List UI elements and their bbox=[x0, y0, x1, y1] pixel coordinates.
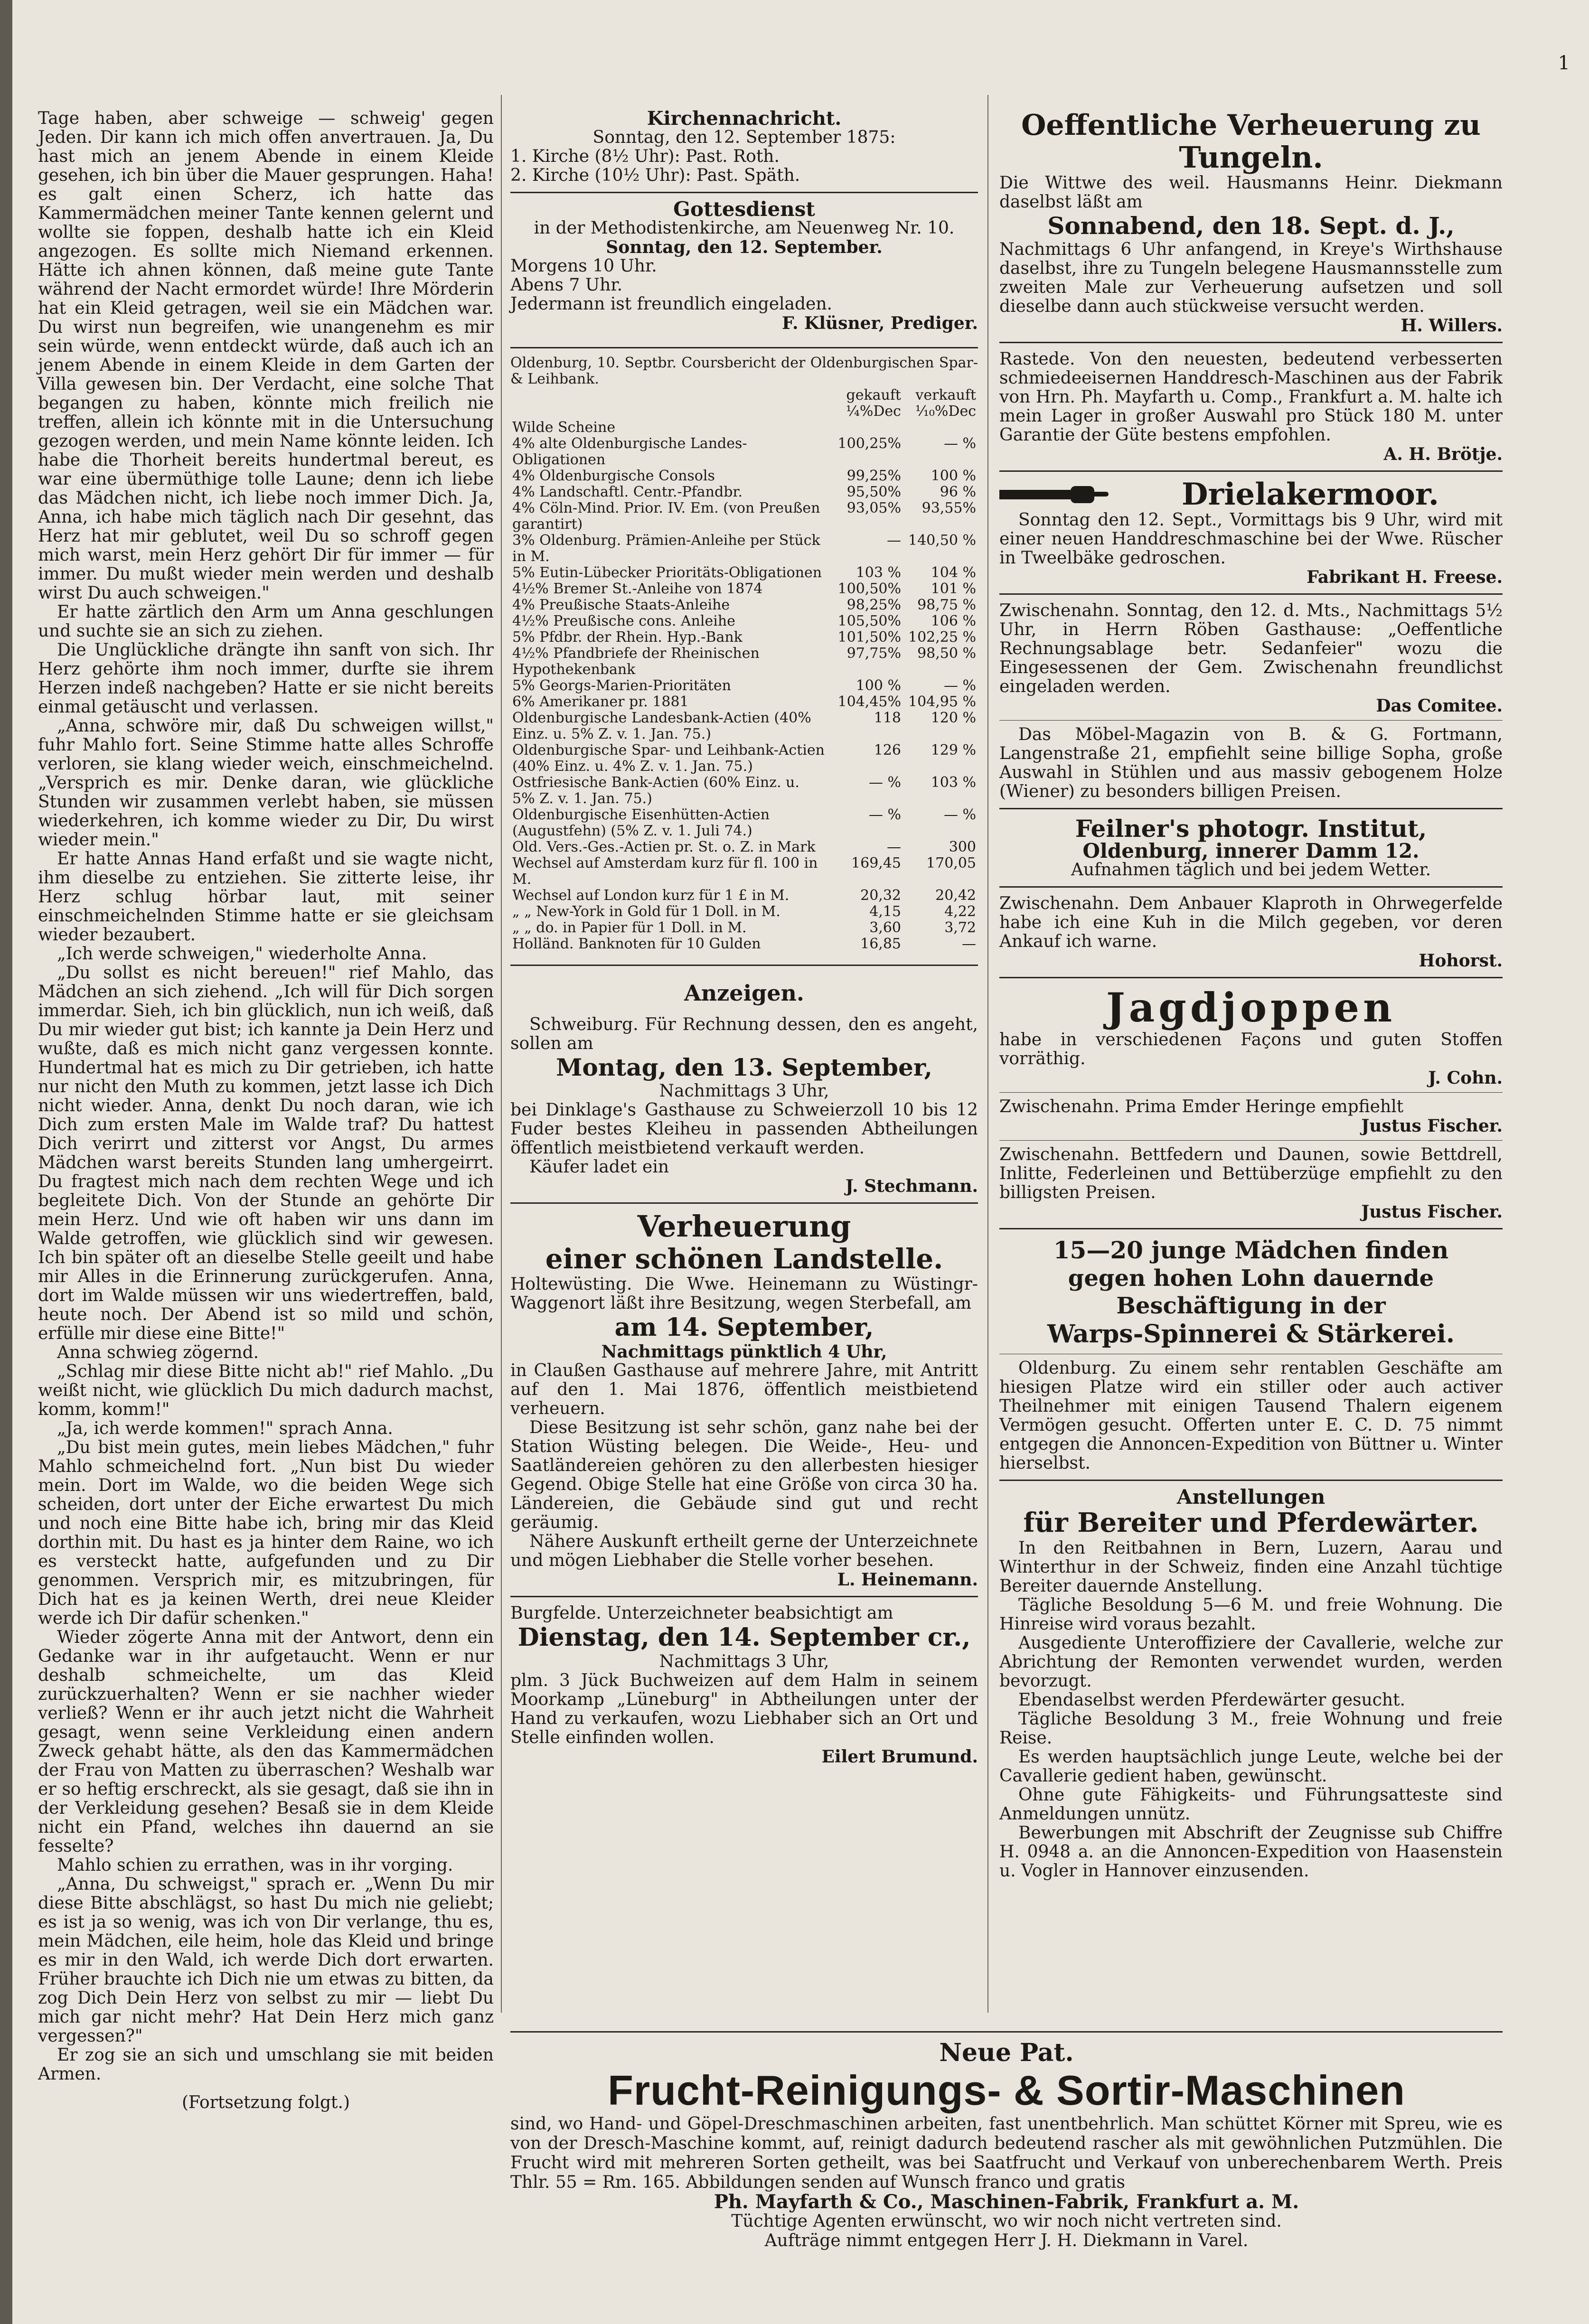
ad-feilner bbox=[999, 816, 1503, 880]
divider bbox=[999, 470, 1503, 472]
ad-time: Nachmittags 3 Uhr, bbox=[659, 1081, 829, 1101]
price-bought: 98,25% bbox=[846, 597, 901, 613]
ad-text: in Claußen Gasthause auf mehrere Jahre, mit Antritt auf den 1. Mai 1876, öffentlich meistbietend verheuern. bbox=[510, 1361, 978, 1418]
right-column bbox=[999, 109, 1503, 1881]
divider bbox=[999, 1140, 1503, 1141]
security-name: 4% Preußische Staats-Anleihe bbox=[512, 597, 730, 613]
ad-kicker: Neue Pat. bbox=[939, 2038, 1074, 2067]
price-bought: 20,32 bbox=[860, 887, 901, 904]
security-name: 5% Georgs-Marien-Prioritäten bbox=[512, 677, 731, 694]
ad-jagdjoppen bbox=[999, 985, 1503, 1087]
price-bought: — bbox=[887, 839, 901, 855]
price-sold: 20,42 bbox=[935, 887, 976, 904]
price-sold: 102,25 % bbox=[908, 629, 976, 646]
service-signature: F. Klüsner, Prediger. bbox=[782, 313, 978, 333]
security-name: Wechsel auf Amsterdam kurz für fl. 100 in M. bbox=[512, 855, 818, 888]
ad-text: Aufnahmen täglich und bei jedem Wetter. bbox=[1071, 860, 1431, 880]
anzeigen-title: Anzeigen. bbox=[684, 980, 804, 1006]
price-sold: 100 % bbox=[931, 468, 976, 484]
story-paragraph: „Ich werde schweigen," wiederholte Anna. bbox=[57, 944, 427, 964]
price-sold: 104,95 % bbox=[908, 693, 976, 710]
price-sold: — % bbox=[943, 677, 976, 694]
ad-text: habe in verschiedenen Façons und guten Stoffen vorräthig. bbox=[999, 1030, 1503, 1068]
ad-text: Sonntag den 12. Sept., Vormittags bis 9 Uhr, wird mit einer neuen Handdreschmaschine bei der Wwe. Rüscher in Tweelbäke gedroschen. bbox=[999, 510, 1503, 568]
price-sold: — % bbox=[943, 806, 976, 823]
exchange-rows bbox=[510, 420, 978, 952]
ad-schweiburg bbox=[510, 1015, 978, 1196]
security-name: 4½% Bremer St.-Anleihe von 1874 bbox=[512, 581, 763, 597]
table-row bbox=[510, 436, 978, 468]
price-bought: 99,25% bbox=[846, 468, 901, 484]
price-sold: 120 % bbox=[931, 710, 976, 726]
security-name: Oldenburgische Eisenhütten-Actien (Augustfehn) (5% Z. v. 1. Juli 74.) bbox=[512, 806, 770, 839]
ad-text: plm. 3 Jück Buchweizen auf dem Halm in seinem Moorkamp „Lüneburg" in Abtheilungen unter der Hand zu verkaufen, wozu Liebhaber sich an Ort und Stelle einfinden wollen. bbox=[510, 1671, 978, 1747]
story-column bbox=[38, 109, 494, 2112]
ad-title: einer schönen Landstelle. bbox=[545, 1243, 943, 1275]
price-bought: 16,85 bbox=[860, 936, 901, 952]
ad-title: Drielakermoor. bbox=[1181, 477, 1439, 512]
table-row bbox=[510, 710, 978, 742]
ad-text: Nachmittags 6 Uhr anfangend, in Kreye's Wirthshause daselbst, ihre zu Tungeln belegene Hausmannsstelle zum zweiten Male zur Verheuerung aufsetzen und soll dieselbe dann auch stückweise versucht werden. bbox=[999, 240, 1503, 316]
table-row bbox=[510, 904, 978, 920]
ad-text: Aufträge nimmt entgegen Herr J. H. Diekmann in Varel. bbox=[764, 2231, 1249, 2250]
table-row bbox=[510, 484, 978, 500]
column-header: gekauft bbox=[846, 387, 901, 403]
service-line: Abens 7 Uhr. bbox=[510, 275, 623, 295]
table-row bbox=[510, 565, 978, 581]
price-sold: 101 % bbox=[931, 581, 976, 597]
price-sold: 104 % bbox=[931, 564, 976, 581]
ad-title: Feilner's photogr. Institut, bbox=[1075, 815, 1427, 843]
ad-drielake bbox=[999, 478, 1503, 587]
table-row bbox=[510, 888, 978, 904]
story-paragraph: Mahlo schien zu errathen, was in ihr vorging. bbox=[57, 1855, 453, 1875]
story-paragraph: Die Unglückliche drängte ihn sanft von sich. Ihr Herz gehörte ihm noch immer, durfte sie ihrem Herzen indeß nachgeben? Hatte er sie nicht bereits einmal getäuscht und verlassen. bbox=[38, 640, 494, 717]
security-name: 4½% Preußische cons. Anleihe bbox=[512, 613, 735, 629]
story-paragraph: „Du sollst es nicht bereuen!" rief Mahlo, das Mädchen an sich ziehend. „Ich will für Dich sorgen immerdar. Sieh, ich bin glücklich, nun ich weiß, daß Du mir wieder gut bist; ich kannte ja Dein Herz und wußte, daß es mich nicht ganz vergessen konnte. Hundertmal hat es mich zu Dir getrieben, ich hatte nur nicht den Muth zu kommen, jetzt lasse ich Dich nicht wieder. Anna, denkt Du noch daran, wie ich Dich zum ersten Male im Walde traf? Du hattest Dich verirrt und zitterst vor Angst, Du armes Mädchen warst bereits Stunden lang umhergeirrt. Du fragtest mich nach dem rechten Wege und ich begleitete Dich. Von der Stunde an gehörte Dir mein Herz. Und wie oft haben wir uns dann im Walde getroffen, wie glücklich sind wir gewesen. Ich bin später oft an dieselbe Stelle geeilt und habe mir Alles in die Erinnerung zurückgerufen. Anna, dort im Walde müssen wir uns wiedertreffen, bald, heute noch. Der Abend ist so mild und schön, erfülle mir diese eine Bitte!" bbox=[38, 963, 494, 1343]
price-bought: 100 % bbox=[856, 677, 901, 694]
table-row bbox=[510, 581, 978, 597]
divider bbox=[510, 192, 978, 193]
table-row bbox=[510, 597, 978, 613]
security-name: Holländ. Banknoten für 10 Gulden bbox=[512, 936, 761, 952]
pointing-hand-icon bbox=[999, 483, 1109, 506]
ad-text: Zwischenahn. Bettfedern und Daunen, sowie Bettdrell, Inlitte, Federleinen und Bettüberzüge empfiehlt zu den billigsten Preisen. bbox=[999, 1145, 1503, 1202]
ad-text: Das Möbel-Magazin von B. & G. Fortmann, Langenstraße 21, empfiehlt seine billige Sopha, große Auswahl in Stühlen und aus massiv gebogenem Holze (Wiener) zu besonders billigen Preisen. bbox=[999, 725, 1503, 801]
ad-text: Die Wittwe des weil. Hausmanns Heinr. Diekmann daselbst läßt am bbox=[999, 173, 1503, 212]
ad-heringe bbox=[999, 1097, 1503, 1135]
price-bought: 103 % bbox=[856, 564, 901, 581]
ad-date: Dienstag, den 14. September cr., bbox=[517, 1623, 971, 1652]
ad-text: Diese Besitzung ist sehr schön, ganz nahe bei der Station Wüsting belegen. Die Weide-, Heu- und Saatländereien gehören zu den allerbesten hiesiger Gegend. Obige Stelle hat eine Größe von circa 30 ha. Ländereien, die Gebäude sind gut und recht geräumig. bbox=[510, 1418, 978, 1532]
church-line: 1. Kirche (8½ Uhr): Past. Roth. bbox=[510, 147, 780, 166]
divider bbox=[510, 965, 978, 966]
story-paragraph: Wieder zögerte Anna mit der Antwort, denn ein Gedanke war in ihr aufgetaucht. Wenn er nur deshalb schmeichelte, um das Kleid zurückzuerhalten? Wenn er sie nachher wieder verließ? Wenn er ihr auch jetzt nicht die Wahrheit gesagt, wenn seine Verkleidung einen andern Zweck gehabt hätte, als den das Kammermädchen der Frau von Matten zu überraschen? Weshalb war er so heftig erschreckt, als sie gesagt, daß sie ihn in der Verkleidung gesehen? Besaß sie in dem Kleide nicht ein Pfand, welches ihn dauernd an sie fesselte? bbox=[38, 1628, 494, 1856]
page-number: 1 bbox=[1558, 52, 1570, 74]
price-sold: 103 % bbox=[931, 774, 976, 791]
table-header-row bbox=[510, 387, 978, 403]
divider bbox=[510, 2031, 1503, 2033]
price-bought: 100,25% bbox=[837, 435, 901, 452]
ad-rastede bbox=[999, 350, 1503, 464]
price-bought: 100,50% bbox=[837, 581, 901, 597]
column-header: verkauft bbox=[915, 387, 976, 403]
table-row bbox=[510, 775, 978, 807]
service-line: Sonntag, den 12. September. bbox=[606, 237, 883, 257]
ad-maedchen bbox=[999, 1236, 1503, 1349]
story-paragraph: „Schlag mir diese Bitte nicht ab!" rief Mahlo. „Du weißt nicht, wie glücklich Du mich dadurch machst, komm, komm!" bbox=[38, 1362, 494, 1419]
exchange-table bbox=[510, 387, 978, 952]
story-paragraph: „Anna, schwöre mir, daß Du schweigen willst," fuhr Mahlo fort. Seine Stimme hatte alles Schroffe verloren, sie klang wieder weich, einschmeichelnd. „Versprich es mir. Denke daran, wie glückliche Stunden wir zusammen verlebt haben, sie müssen wiederkehren, ich komme wieder zu Dir, Du wirst wieder mein." bbox=[38, 716, 494, 850]
ad-text: In den Reitbahnen in Bern, Luzern, Aarau und Winterthur in der Schweiz, finden eine Anzahl tüchtige Bereiter dauernde Anstellung. bbox=[999, 1538, 1503, 1596]
exchange-header: Oldenburg, 10. Septbr. Coursbericht der Oldenburgischen Spar- & Leihbank. bbox=[510, 355, 978, 387]
table-row bbox=[510, 629, 978, 646]
ad-title: gegen hohen Lohn dauernde Beschäftigung in der bbox=[1068, 1265, 1434, 1319]
ad-text: Holtewüsting. Die Wwe. Heinemann zu Wüstingr-Waggenort läßt ihre Besitzung, wegen Sterbefall, am bbox=[510, 1274, 978, 1313]
story-paragraph: Anna schwieg zögernd. bbox=[57, 1343, 259, 1362]
divider bbox=[510, 1202, 978, 1204]
ad-title: 15—20 junge Mädchen finden bbox=[1053, 1236, 1449, 1264]
ad-text: Käufer ladet ein bbox=[529, 1157, 669, 1177]
ad-text: Bewerbungen mit Abschrift der Zeugnisse sub Chiffre H. 0948 a. an die Annoncen-Expedition von Haasenstein u. Vogler in Hannover einzusenden. bbox=[999, 1823, 1503, 1881]
divider bbox=[999, 1228, 1503, 1229]
table-row bbox=[510, 613, 978, 629]
ad-text: Rastede. Von den neuesten, bedeutend verbesserten schmiedeeisernen Handdresch-Maschinen aus der Fabrik von Hrn. Ph. Mayfarth u. Comp., Frankfurt a. M. halte ich mein Lager in großer Auswahl pro Stück 180 M. unter Garantie der Güte bestens empfohlen. bbox=[999, 349, 1503, 445]
ad-verheuerung bbox=[510, 1210, 978, 1589]
story-paragraph: Er hatte zärtlich den Arm um Anna geschlungen und suchte sie an sich zu ziehen. bbox=[38, 602, 494, 641]
table-row bbox=[510, 694, 978, 710]
security-name: 5% Eutin-Lübecker Prioritäts-Obligationen bbox=[512, 564, 822, 581]
ad-subtitle: Oldenburg, innerer Damm 12. bbox=[1082, 839, 1420, 862]
table-subheader-row bbox=[510, 403, 978, 420]
table-row bbox=[510, 678, 978, 694]
price-bought: 97,75% bbox=[846, 645, 901, 662]
security-name: Oldenburgische Spar- und Leihbank-Actien (40% Einz. u. 4% Z. v. 1. Jan. 75.) bbox=[512, 742, 825, 775]
price-bought: 95,50% bbox=[846, 484, 901, 500]
ad-date: am 14. September, bbox=[614, 1313, 874, 1342]
table-row bbox=[510, 742, 978, 775]
price-sold bbox=[903, 420, 978, 436]
ad-signature: Eilert Brumund. bbox=[821, 1747, 978, 1767]
ad-text: Ausgediente Unteroffiziere der Cavallerie, welche zur Abrichtung der Remonten verwendet wurden, werden bevorzugt. bbox=[999, 1633, 1503, 1691]
ad-signature: Justus Fischer. bbox=[1361, 1202, 1503, 1222]
price-sold: — % bbox=[943, 435, 976, 452]
ad-signature: J. Stechmann. bbox=[845, 1176, 978, 1196]
price-sold: 300 bbox=[949, 839, 976, 855]
price-bought: 105,50% bbox=[837, 613, 901, 629]
church-title: Kirchennachricht. bbox=[647, 107, 842, 130]
story-paragraph: „Du bist mein gutes, mein liebes Mädchen," fuhr Mahlo schmeichelnd fort. „Nun bist Du wieder mein. Dort im Walde, wo die beiden Wege sich scheiden, dort unter der Eiche erwartest Du mich und noch eine Bitte habe ich, bring mir das Kleid dorthin mit. Du hast es ja hinter dem Raine, wo ich es versteckt hatte, aufgefunden und zu Dir genommen. Versprich mir, es mitzubringen, für Dich hat es ja keinen Werth, drei neue Kleider werde ich Dir dafür schenken." bbox=[38, 1438, 494, 1628]
ad-betten bbox=[999, 1145, 1503, 1221]
ad-signature: H. Willers. bbox=[1401, 316, 1503, 336]
price-sold: 129 % bbox=[931, 742, 976, 759]
divider bbox=[999, 977, 1503, 978]
ad-title: Oeffentliche Verheuerung zu bbox=[1021, 109, 1481, 142]
table-row bbox=[510, 839, 978, 855]
ad-signature: A. H. Brötje. bbox=[1383, 444, 1503, 464]
church-line: 2. Kirche (10½ Uhr): Past. Späth. bbox=[510, 166, 800, 185]
security-name: 4% alte Oldenburgische Landes-Obligationen bbox=[512, 435, 747, 468]
ad-signature: Justus Fischer. bbox=[1361, 1116, 1503, 1136]
security-name: 4% Oldenburgische Consols bbox=[512, 468, 715, 484]
story-paragraph: Er zog sie an sich und umschlang sie mit beiden Armen. bbox=[38, 2045, 494, 2084]
story-paragraph: „Anna, Du schweigst," sprach er. „Wenn Du mir diese Bitte abschlägst, so hast Du mich nie geliebt; es ist ja so wenig, was ich von Dir verlange, thu es, mein Mädchen, eile heim, hole das Kleid und bringe es mir in den Wald, ich werde Dich dort erwarten. Früher brauchte ich Dich nie um etwas zu bitten, da zog Dich Dein Herz von selbst zu mir — liebt Du mich gar nicht mehr? Hat Dein Herz mich ganz vergessen?" bbox=[38, 1874, 494, 2046]
price-bought: — bbox=[887, 532, 901, 549]
ad-title: für Bereiter und Pferdewärter. bbox=[1023, 1507, 1479, 1538]
divider bbox=[510, 1596, 978, 1597]
security-name: Ostfriesische Bank-Actien (60% Einz. u. 5% Z. v. 1. Jan. 75.) bbox=[512, 774, 799, 807]
ad-text: Burgfelde. Unterzeichneter beabsichtigt am bbox=[510, 1603, 893, 1623]
security-name: 4% Cöln-Mind. Prior. IV. Em. (von Preußen garantirt) bbox=[512, 500, 820, 533]
ad-text: Es werden hauptsächlich junge Leute, welche bei der Cavallerie gedient haben, gewünscht. bbox=[999, 1747, 1503, 1786]
ad-title: Frucht-Reinigungs- & Sortir-Maschinen bbox=[608, 2067, 1405, 2114]
divider bbox=[999, 886, 1503, 888]
ad-text: Nähere Auskunft ertheilt gerne der Unterzeichnete und mögen Liebhaber die Stelle vorher besehen. bbox=[510, 1532, 978, 1570]
price-sold: 93,55% bbox=[921, 500, 976, 516]
price-bought: — % bbox=[868, 806, 901, 823]
column-subheader: ¹⁄₁₀%Dec bbox=[915, 403, 976, 420]
binding-gutter bbox=[0, 0, 12, 2324]
ad-title: Verheuerung bbox=[637, 1209, 851, 1244]
ad-signature: L. Heinemann. bbox=[837, 1570, 978, 1590]
exchange-report bbox=[510, 355, 978, 952]
price-sold: 140,50 % bbox=[908, 532, 976, 549]
ad-frucht-maschinen bbox=[510, 2024, 1503, 2250]
ad-burgfelde bbox=[510, 1604, 978, 1766]
ad-text: sind, wo Hand- und Göpel-Dreschmaschinen arbeiten, fast unentbehrlich. Man schüttet Körner mit Spreu, wie es von der Dresch-Maschine kommt, auf, reinigt dadurch bedeutend rascher als mit gewöhnlichen Putzmühlen. Die Frucht wird mit mehreren Sorten getheilt, was bei Saatfrucht und Verkauf von unberechenbarem Werth. Preis Thlr. 55 = Rm. 165. Abbildungen senden auf Wunsch franco und gratis bbox=[510, 2114, 1503, 2192]
church-notice bbox=[510, 109, 978, 185]
ad-text: Ebendaselbst werden Pferdewärter gesucht. bbox=[1018, 1690, 1405, 1710]
table-row bbox=[510, 855, 978, 888]
price-bought: 3,60 bbox=[869, 919, 901, 936]
security-name: Old. Vers.-Ges.-Actien pr. St. o. Z. in Mark bbox=[512, 839, 816, 855]
ad-signature: J. Cohn. bbox=[1428, 1068, 1503, 1088]
ad-title: Tungeln. bbox=[1179, 140, 1323, 175]
ad-oldenburg bbox=[999, 1359, 1503, 1473]
divider bbox=[999, 808, 1503, 809]
price-bought: — % bbox=[868, 774, 901, 791]
service-notice bbox=[510, 197, 978, 333]
table-row bbox=[510, 936, 978, 952]
price-sold: 98,75 % bbox=[917, 597, 976, 613]
price-bought: 93,05% bbox=[846, 500, 901, 516]
ad-text: Zwischenahn. Prima Emder Heringe empfiehlt bbox=[999, 1097, 1404, 1116]
column-rule-1 bbox=[501, 95, 502, 2013]
ad-signature: Hohorst. bbox=[1419, 951, 1503, 971]
price-sold: 4,22 bbox=[944, 903, 976, 920]
table-row bbox=[510, 646, 978, 678]
middle-column bbox=[510, 109, 978, 1766]
ad-text: Tägliche Besoldung 3 M., freie Wohnung und freie Reise. bbox=[999, 1709, 1503, 1748]
security-name: „ „ New-York in Gold für 1 Doll. in M. bbox=[512, 903, 780, 920]
ad-text: bei Dinklage's Gasthause zu Schweierzoll 10 bis 12 Fuder bestes Kleiheu in passenden Abtheilungen öffentlich meistbietend verkauft werden. bbox=[510, 1100, 978, 1158]
ad-text: Schweiburg. Für Rechnung dessen, den es angeht, sollen am bbox=[510, 1015, 978, 1053]
service-line: Jedermann ist freundlich eingeladen. bbox=[510, 294, 832, 314]
ad-text: Zwischenahn. Dem Anbauer Klaproth in Ohrwegerfelde habe ich eine Kuh in die Milch gegeben, vor deren Ankauf ich warne. bbox=[999, 894, 1503, 951]
price-sold: — bbox=[962, 936, 976, 952]
security-name: Oldenburgische Landesbank-Actien (40% Einz. u. 5% Z. v. 1. Jan. 75.) bbox=[512, 710, 811, 742]
security-name: 6% Amerikaner pr. 1881 bbox=[512, 693, 689, 710]
table-row bbox=[510, 807, 978, 839]
ad-signature: Fabrikant H. Freese. bbox=[1307, 567, 1503, 587]
ad-zwischenahn-sedan bbox=[999, 601, 1503, 715]
story-paragraph: Er hatte Annas Hand erfaßt und sie wagte nicht, ihm dieselbe zu entziehen. Sie zitterte leise, ihr Herz schlug hörbar laut, mit seiner einschmeichelnden Stimme hatte er sie gleichsam wieder bezaubert. bbox=[38, 849, 494, 945]
price-sold: 98,50 % bbox=[917, 645, 976, 662]
ad-text: Tüchtige Agenten erwünscht, wo wir noch nicht vertreten sind. bbox=[731, 2212, 1282, 2231]
ad-text: Oldenburg. Zu einem sehr rentablen Geschäfte am hiesigen Platze wird ein stiller oder auch activer Theilnehmer mit einigen Tausend Thalern eigenem Vermögen gesucht. Offerten unter E. C. D. 75 nimmt entgegen die Annoncen-Expedition von Büttner u. Winter hierselbst. bbox=[999, 1359, 1503, 1473]
ad-signature: Das Comitee. bbox=[1376, 696, 1503, 716]
divider bbox=[999, 1092, 1503, 1093]
ad-company: Ph. Mayfarth & Co., Maschinen-Fabrik, Frankfurt a. M. bbox=[714, 2191, 1299, 2213]
price-bought: 126 bbox=[874, 742, 901, 759]
price-bought: 169,45 bbox=[851, 855, 901, 872]
table-row bbox=[510, 533, 978, 565]
divider bbox=[510, 347, 978, 348]
divider bbox=[999, 593, 1503, 595]
price-sold: 106 % bbox=[931, 613, 976, 629]
security-name: 5% Pfdbr. der Rhein. Hyp.-Bank bbox=[512, 629, 743, 646]
price-bought: 101,50% bbox=[837, 629, 901, 646]
ad-moebel bbox=[999, 725, 1503, 801]
security-name: 3% Oldenburg. Prämien-Anleihe per Stück in M. bbox=[512, 532, 820, 565]
security-name: 4½% Pfandbriefe der Rheinischen Hypothekenbank bbox=[512, 645, 760, 678]
price-bought bbox=[828, 420, 903, 436]
column-subheader: ¼%Dec bbox=[846, 403, 901, 420]
divider bbox=[999, 342, 1503, 343]
price-sold: 170,05 bbox=[926, 855, 976, 872]
story-paragraph: „Ja, ich werde kommen!" sprach Anna. bbox=[57, 1419, 393, 1438]
security-name: „ „ do. in Papier für 1 Doll. in M. bbox=[512, 919, 747, 936]
column-rule-2 bbox=[987, 95, 988, 2013]
price-bought: 118 bbox=[874, 710, 901, 726]
ad-title: Anstellungen bbox=[1176, 1485, 1326, 1509]
price-sold: 3,72 bbox=[944, 919, 976, 936]
ad-date: Sonnabend, den 18. Sept. d. J., bbox=[1047, 212, 1455, 240]
table-row bbox=[510, 500, 978, 533]
price-bought: 104,45% bbox=[837, 693, 901, 710]
ad-bereiter bbox=[999, 1485, 1503, 1881]
story-paragraph: Tage haben, aber schweige — schweig' gegen Jeden. Dir kann ich mich offen anvertrauen. Ja, Du hast mich an jenem Abende in einem Kleide gesehen, ich bin über die Mauer gesprungen. Haha! es galt einen Scherz, ich hatte das Kammermädchen meiner Tante kennen gelernt und wollte sie foppen, deshalb hatte ich ein Kleid angezogen. Es sollte mich Niemand erkennen. Hätte ich ahnen können, daß meine gute Tante während der Nacht ermordet würde! Ihre Mörderin hat ein Kleid getragen, weil sie ein Mädchen war. Du wirst nun begreifen, wie unangenehm es mir sein würde, wenn entdeckt würde, daß auch ich an jenem Abende in einem Kleide in dem Garten der Villa gewesen bin. Der Verdacht, eine solche That begangen zu haben, könnte mich freilich nie treffen, allein ich könnte mit in die Untersuchung gezogen werden, und mein Name könnte leiden. Ich habe die Thorheit bereits hundertmal bereut, es war eine übermüthige tolle Laune; denn ich liebe das Mädchen nicht, ich liebe noch immer Dich. Ja, Anna, ich habe mich täglich nach Dir gesehnt, das Herz hat mir geblutet, weil Du so schroff gegen mich warst, mein Herz gehört Dir für immer — für immer. Du mußt wieder mein werden und deshalb wirst Du auch schweigen." bbox=[38, 109, 494, 603]
security-name: Wilde Scheine bbox=[512, 419, 616, 436]
ad-time: Nachmittags 3 Uhr, bbox=[659, 1652, 829, 1671]
table-row bbox=[510, 920, 978, 936]
service-line: in der Methodistenkirche, am Neuenweg Nr. 10. bbox=[534, 218, 955, 238]
ad-text: Tägliche Besoldung 5—6 M. und freie Wohnung. Die Hinreise wird voraus bezahlt. bbox=[999, 1595, 1503, 1634]
ad-title: Jagdjoppen bbox=[1106, 984, 1396, 1031]
table-row bbox=[510, 420, 978, 436]
ad-date: Montag, den 13. September, bbox=[556, 1053, 932, 1081]
security-name: 4% Landschaftl. Centr.-Pfandbr. bbox=[512, 484, 743, 500]
ad-tungeln bbox=[999, 109, 1503, 335]
ad-text: Zwischenahn. Sonntag, den 12. d. Mts., Nachmittags 5½ Uhr, in Herrn Röben Gasthause: „Oeffentliche Rechnungsablage betr. Sedanfeier" wozu die Eingesessenen der Gem. Zwischenahn freundlichst eingeladen werden. bbox=[999, 601, 1503, 696]
price-sold: 96 % bbox=[940, 484, 976, 500]
table-row bbox=[510, 468, 978, 484]
ad-time: Nachmittags pünktlich 4 Uhr, bbox=[601, 1342, 887, 1362]
church-date: Sonntag, den 12. September 1875: bbox=[592, 128, 896, 147]
price-bought: 4,15 bbox=[869, 903, 901, 920]
ad-title: Warps-Spinnerei & Stärkerei. bbox=[1047, 1320, 1455, 1349]
ad-text: Ohne gute Fähigkeits- und Führungsatteste sind Anmeldungen unnütz. bbox=[999, 1785, 1503, 1824]
ad-warning bbox=[999, 894, 1503, 970]
service-line: Morgens 10 Uhr. bbox=[510, 256, 657, 276]
security-name: Wechsel auf London kurz für 1 £ in M. bbox=[512, 887, 790, 904]
continued-note: (Fortsetzung folgt.) bbox=[182, 2093, 350, 2112]
service-title: Gottesdienst bbox=[673, 197, 815, 221]
divider bbox=[999, 1480, 1503, 1481]
divider bbox=[999, 720, 1503, 721]
